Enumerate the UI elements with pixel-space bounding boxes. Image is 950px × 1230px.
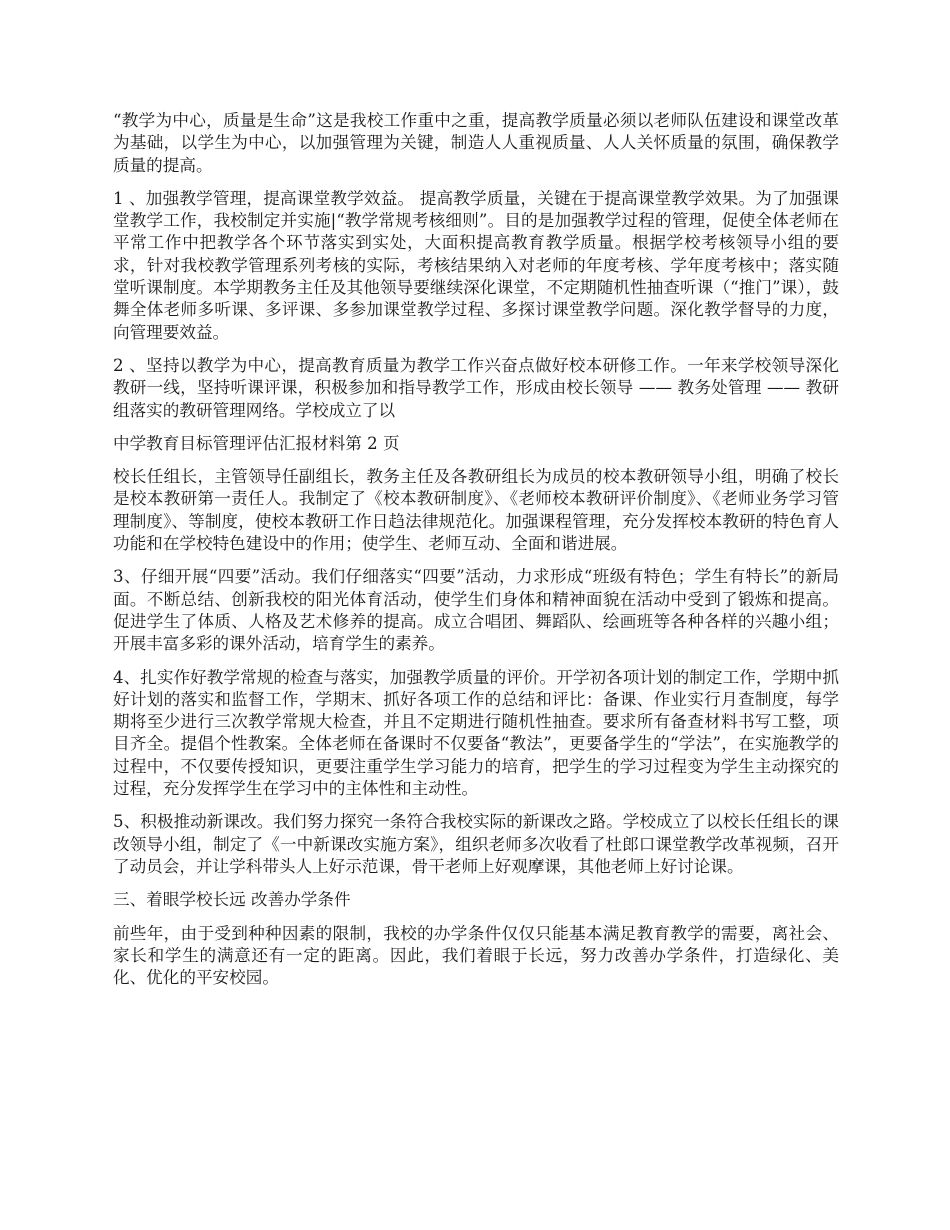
item-5-paragraph: 5、积极推动新课改。我们努力探究一条符合我校实际的新课改之路。学校成立了以校长任组长的课改领导小组，制定了《一中新课改实施方案》，组织老师多次收看了杜郎口课堂教学改革视频，召开了动员会，并让学科带头人上好示范课，骨干老师上好观摩课，其他老师上好讨论课。 — [113, 812, 839, 876]
item-2-paragraph: 2 、坚持以教学为中心，提高教育质量为教学工作兴奋点做好校本研修工作。一年来学校领导深化教研一线，坚持听课评课，积极参加和指导教学工作，形成由校长领导 —— 教务处管理 —— 教研组落实的教研管理网络。学校成立了以 — [113, 355, 839, 420]
document-body — [113, 110, 839, 1000]
continuation-paragraph: 校长任组长，主管领导任副组长，教务主任及各教研组长为成员的校本教研领导小组，明确了校长是校本教研第一责任人。我制定了《校本教研制度》、《老师校本教研评价制度》、《老师业务学习管理制度》、等制度，使校本教研工作日趋法律规范化。加强课程管理，充分发挥校本教研的特色育人功能和在学校特色建设中的作用；使学生、老师互动、全面和谐进展。 — [113, 467, 839, 554]
closing-paragraph: 前些年，由于受到种种因素的限制，我校的办学条件仅仅只能基本满足教育教学的需要，离社会、家长和学生的满意还有一定的距离。因此，我们着眼于长远，努力改善办学条件，打造绿化、美化、优化的平安校园。 — [113, 923, 839, 988]
page-marker: 中学教育目标管理评估汇报材料第 2 页 — [113, 433, 400, 453]
item-4-paragraph: 4、扎实作好教学常规的检查与落实，加强教学质量的评价。开学初各项计划的制定工作，学期中抓好计划的落实和监督工作，学期末、抓好各项工作的总结和评比：备课、作业实行月查制度，每学期将至少进行三次教学常规大检查，并且不定期进行随机性抽查。要求所有备查材料书写工整，项目齐全。提倡个性教案。全体老师在备课时不仅要备“教法”，更要备学生的“学法”，在实施教学的过程中，不仅要传授知识，更要注重学生学习能力的培育，把学生的学习过程变为学生主动探究的过程，充分发挥学生在学习中的主体性和主动性。 — [113, 667, 839, 799]
item-1-paragraph: 1 、加强教学管理，提高课堂教学效益。 提高教学质量，关键在于提高课堂教学效果。为了加强课堂教学工作，我校制定并实施|“教学常规考核细则”。目的是加强教学过程的管理，促使全体老师在平常工作中把教学各个环节落实到实处，大面积提高教育教学质量。根据学校考核领导小组的要求，针对我校教学管理系列考核的实际，考核结果纳入对老师的年度考核、学年度考核中；落实随堂听课制度。本学期教务主任及其他领导要继续深化课堂，不定期随机性抽查听课（“推门”课），鼓舞全体老师多听课、多评课、多参加课堂教学过程、多探讨课堂教学问题。深化教学督导的力度，向管理要效益。 — [113, 188, 839, 342]
item-3-paragraph: 3、仔细开展“四要”活动。我们仔细落实“四要”活动，力求形成“班级有特色；学生有特长”的新局面。不断总结、创新我校的阳光体育活动，使学生们身体和精神面貌在活动中受到了锻炼和提高。促进学生了体质、人格及艺术修养的提高。成立合唱团、舞蹈队、绘画班等各种各样的兴趣小组；开展丰富多彩的课外活动，培育学生的素养。 — [113, 567, 839, 654]
intro-paragraph: “教学为中心，质量是生命”这是我校工作重中之重，提高教学质量必须以老师队伍建设和课堂改革为基础，以学生为中心，以加强管理为关键，制造人人重视质量、人人关怀质量的氛围，确保教学质量的提高。 — [113, 111, 839, 175]
section-heading: 三、着眼学校长远 改善办学条件 — [113, 890, 351, 910]
